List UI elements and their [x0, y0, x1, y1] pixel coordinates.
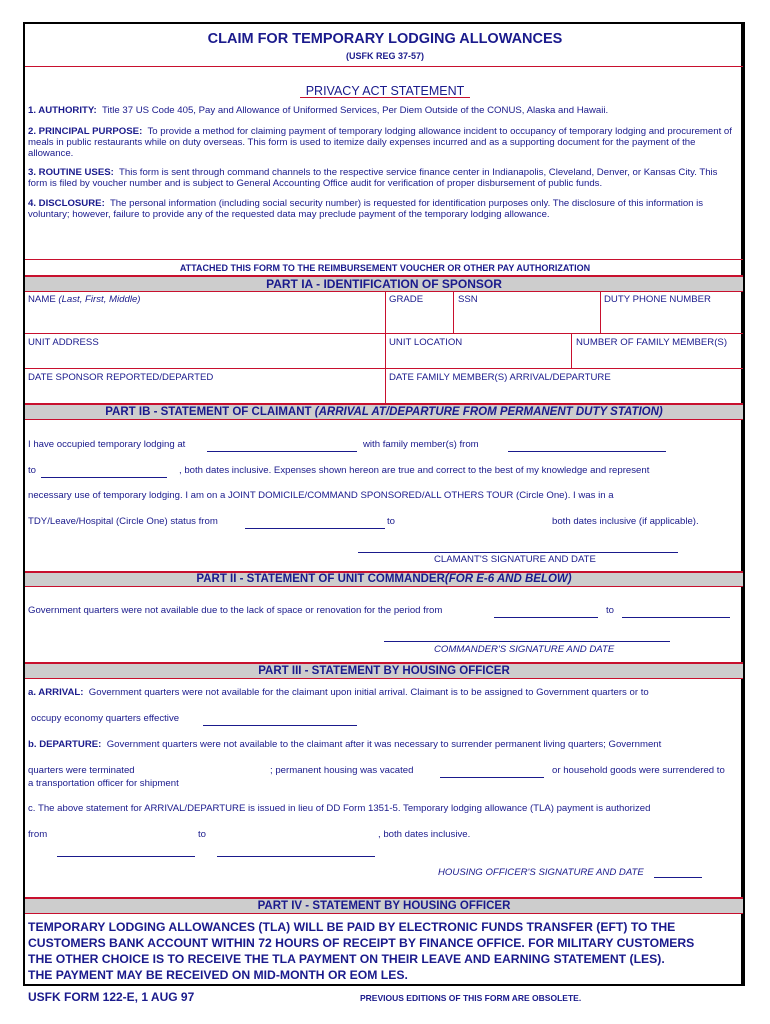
unit-location-label: UNIT LOCATION — [389, 337, 463, 348]
ib-line4b: to — [387, 516, 396, 527]
economy-quarters-date-field[interactable] — [203, 725, 357, 726]
commander-signature-label: COMMANDER'S SIGNATURE AND DATE — [434, 644, 615, 655]
ii-line1a: Government quarters were not available due to the lack of space or renovation for the period from — [28, 605, 443, 616]
attach-divider — [25, 259, 743, 260]
part-ib-heading: PART IB - STATEMENT OF CLAIMANT (ARRIVAL AT/DEPARTURE FROM PERMANENT DUTY STATION) — [25, 403, 743, 420]
claimant-signature-label: CLAMANT'S SIGNATURE AND DATE — [434, 554, 596, 565]
status-from-date-field[interactable] — [245, 528, 385, 529]
tla-to-date-field[interactable] — [217, 856, 375, 857]
privacy-routine-uses: 3. ROUTINE USES: This form is sent through command channels to the respective service finance center in Indianapolis, Cleveland, Denver, or Kansas City. This form is filed by voucher number and is subject to General Accounting Office audit for verification of proper disbursement of public funds. — [28, 167, 718, 189]
obsolete-notice: PREVIOUS EDITIONS OF THIS FORM ARE OBSOLETE. — [360, 993, 582, 1003]
lodging-location-field[interactable] — [207, 451, 357, 452]
col-divider-phone — [600, 292, 601, 333]
iii-departure-line3: a transportation officer for shipment — [28, 778, 179, 789]
col-divider-main — [385, 292, 386, 403]
name-label: NAME (Last, First, Middle) — [28, 294, 141, 305]
ib-line3: necessary use of temporary lodging. I am on a JOINT DOMICILE/COMMAND SPONSORED/ALL OTHERS TOUR (Circle One). I was in a — [28, 490, 614, 501]
header-divider — [25, 66, 743, 67]
commander-to-date-field[interactable] — [622, 617, 730, 618]
row-divider-1 — [25, 333, 743, 334]
housing-officer-signature-label: HOUSING OFFICER'S SIGNATURE AND DATE — [438, 867, 644, 878]
ib-line4c: both dates inclusive (if applicable). — [552, 516, 699, 527]
housing-officer-signature-field[interactable] — [654, 877, 702, 878]
sponsor-date-label: DATE SPONSOR REPORTED/DEPARTED — [28, 372, 214, 383]
eft-notice-line1: TEMPORARY LODGING ALLOWANCES (TLA) WILL BE PAID BY ELECTRONIC FUNDS TRANSFER (EFT) TO THE — [28, 920, 676, 934]
privacy-authority: 1. AUTHORITY: Title 37 US Code 405, Pay and Allowance of Uniformed Services, Per Diem Outside of the CONUS, Alaska and Hawaii. — [28, 105, 609, 116]
iii-departure-line2c: or household goods were surrendered to — [552, 765, 725, 776]
part-iv-heading: PART IV - STATEMENT BY HOUSING OFFICER — [25, 897, 743, 914]
commander-signature-field[interactable] — [384, 641, 670, 642]
privacy-heading: PRIVACY ACT STATEMENT — [305, 84, 465, 98]
tla-from-date-field[interactable] — [57, 856, 195, 857]
eft-notice — [28, 919, 740, 983]
iii-arrival: a. ARRIVAL: Government quarters were not available for the claimant upon initial arrival. Claimant is to be assigned to Government quarters or to — [28, 687, 649, 698]
eft-notice-line2: CUSTOMERS BANK ACCOUNT WITHIN 72 HOURS OF RECEIPT BY FINANCE OFFICE. FOR MILITARY CUSTOMERS — [28, 936, 695, 950]
iii-inclusive: , both dates inclusive. — [378, 829, 471, 840]
ib-line4a: TDY/Leave/Hospital (Circle One) status from — [28, 516, 218, 527]
iii-departure-line2a: quarters were terminated — [28, 765, 135, 776]
form-subtitle: (USFK REG 37-57) — [345, 51, 425, 61]
family-count-label: NUMBER OF FAMILY MEMBER(S) — [576, 337, 728, 348]
part-ia-heading: PART IA - IDENTIFICATION OF SPONSOR — [25, 275, 743, 292]
ib-line2b: , both dates inclusive. Expenses shown hereon are true and correct to the best of my knowledge and represent — [179, 465, 650, 476]
part-ii-heading: PART II - STATEMENT OF UNIT COMMANDER(FOR E-6 AND BELOW) — [25, 571, 743, 587]
form-title: CLAIM FOR TEMPORARY LODGING ALLOWANCES — [207, 31, 563, 47]
eft-notice-line4: THE PAYMENT MAY BE RECEIVED ON MID-MONTH OR EOM LES. — [28, 968, 408, 982]
eft-notice-line3: THE OTHER CHOICE IS TO RECEIVE THE TLA PAYMENT ON THEIR LEAVE AND EARNING STATEMENT (LES). — [28, 952, 665, 966]
ii-line1b: to — [606, 605, 615, 616]
iii-line-c: c. The above statement for ARRIVAL/DEPARTURE is issued in lieu of DD Form 1351-5. Temporary lodging allowance (TLA) payment is authorized — [28, 803, 651, 814]
privacy-disclosure: 4. DISCLOSURE: The personal information (including social security number) is requested for identification purposes only. The disclosure of this information is voluntary; however, failure to provide any of the requested data may preclude payment of the temporary lodging allowance. — [28, 198, 704, 220]
iii-to-label: to — [198, 829, 207, 840]
iii-departure: b. DEPARTURE: Government quarters were not available to the claimant after it was necessary to surrender permanent living quarters; Government — [28, 739, 662, 750]
iii-arrival-line2: occupy economy quarters effective — [31, 713, 180, 724]
privacy-heading-underline — [300, 97, 470, 98]
occupied-to-date-field[interactable] — [41, 477, 167, 478]
iii-departure-line2b: ; permanent housing was vacated — [270, 765, 414, 776]
claimant-signature-field[interactable] — [358, 552, 678, 553]
ib-line1b: with family member(s) from — [363, 439, 479, 450]
col-divider-ssn — [453, 292, 454, 333]
duty-phone-label: DUTY PHONE NUMBER — [604, 294, 711, 305]
family-date-label: DATE FAMILY MEMBER(S) ARRIVAL/DEPARTURE — [389, 372, 611, 383]
grade-label: GRADE — [389, 294, 424, 305]
ib-line1a: I have occupied temporary lodging at — [28, 439, 186, 450]
ib-line2a: to — [28, 465, 37, 476]
occupied-from-date-field[interactable] — [508, 451, 666, 452]
commander-from-date-field[interactable] — [494, 617, 598, 618]
part-iii-heading: PART III - STATEMENT BY HOUSING OFFICER — [25, 662, 743, 679]
housing-vacated-date-field[interactable] — [440, 777, 544, 778]
form-id: USFK FORM 122-E, 1 AUG 97 — [28, 990, 195, 1004]
privacy-purpose: 2. PRINCIPAL PURPOSE: To provide a method for claiming payment of temporary lodging allowance incident to occupancy of temporary lodging and procurement of meals in public restaurants while on duty overseas. This form is used to itemize daily expenses incurred and as a supporting document for the payment of the allowance. — [28, 126, 732, 159]
attach-notice: ATTACHED THIS FORM TO THE REIMBURSEMENT VOUCHER OR OTHER PAY AUTHORIZATION — [179, 263, 591, 273]
unit-address-label: UNIT ADDRESS — [28, 337, 99, 348]
ssn-label: SSN — [458, 294, 478, 305]
row-divider-2 — [25, 368, 743, 369]
col-divider-family — [571, 333, 572, 368]
iii-from-label: from — [28, 829, 48, 840]
